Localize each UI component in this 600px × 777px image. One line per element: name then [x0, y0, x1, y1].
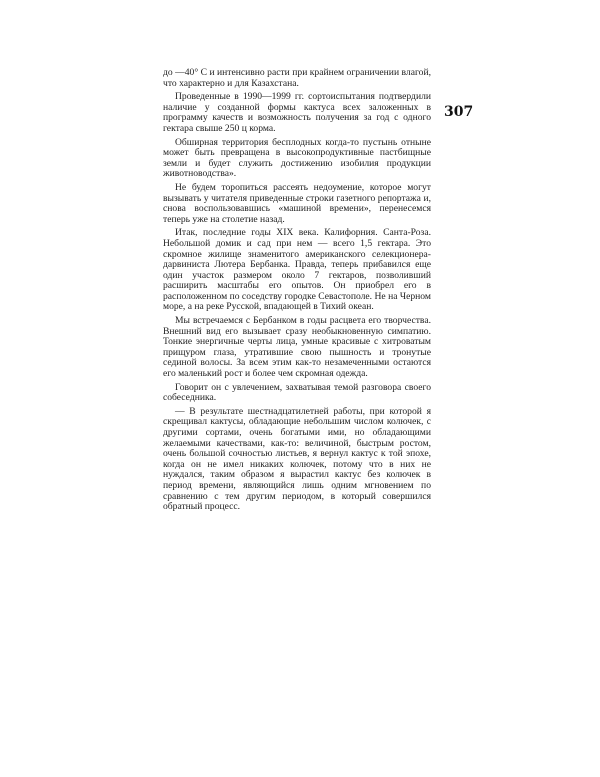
paragraph: Итак, последние годы XIX века. Калифорния. Санта-Роза. Небольшой домик и сад при нем — всего 1,5 гектара. Это скромное жилище знаменитого американского селекционера-дарвиниста Лютера Бербанка. Правда, теперь прибавился еще один участок размером около 7 гектаров, позволивший расширить масштабы его опытов. Он приобрел его в расположенном по соседству городке Севастополе. Не на Черном море, а на реке Русской, впадающей в Тихий океан.: [163, 227, 431, 313]
paragraph: Не будем торопиться рассеять недоумение, которое могут вызывать у читателя приведенные строки газетного репортажа и, снова воспользовавшись «машиной времени», перенесемся теперь уже на столетие назад.: [163, 181, 431, 225]
paragraph: Говорит он с увлечением, захватывая темой разговора своего собеседника.: [163, 381, 431, 404]
body-text: [163, 68, 431, 516]
paragraph: Мы встречаемся с Бербанком в годы расцвета его творчества. Внешний вид его вызывает сразу необыкновенную симпатию. Тонкие энергичные черты лица, умные красивые с хитроватым прищуром глаза, утратившие свою пышность и тронутые сединой волосы. За всем этим как-то незамеченными остаются его маленький рост и более чем скромная одежда.: [163, 315, 431, 380]
page-number: 307: [444, 104, 474, 120]
paragraph: Обширная территория бесплодных когда-то пустынь отныне может быть превращена в высокопродуктивные пастбищные земли и будет служить достижению изобилия продукции животноводства».: [163, 136, 431, 180]
paragraph: до —40° С и интенсивно расти при крайнем ограничении влагой, что характерно и для Казахстана.: [163, 67, 431, 89]
paragraph: Проведенные в 1990—1999 гг. сортоиспытания подтвердили наличие у созданной формы кактуса всех заложенных в программу качеств и возможность получения за год с одного гектара свыше 250 ц корма.: [163, 91, 431, 134]
paragraph: — В результате шестнадцатилетней работы, при которой я скрещивал кактусы, обладающие небольшим числом колючек, с другими сортами, очень богатыми ими, но обладающими желаемыми качествами, как-то: величиной, быстрым ростом, очень большой сочностью листьев, я вернул кактус к той эпохе, когда он не имел никаких колючек, потому что в них не нуждался, таким образом я вырастил кактус без колючек в период времени, являющийся лишь одним мгновением по сравнению с тем другим периодом, в который совершился обратный процесс.: [163, 405, 431, 513]
